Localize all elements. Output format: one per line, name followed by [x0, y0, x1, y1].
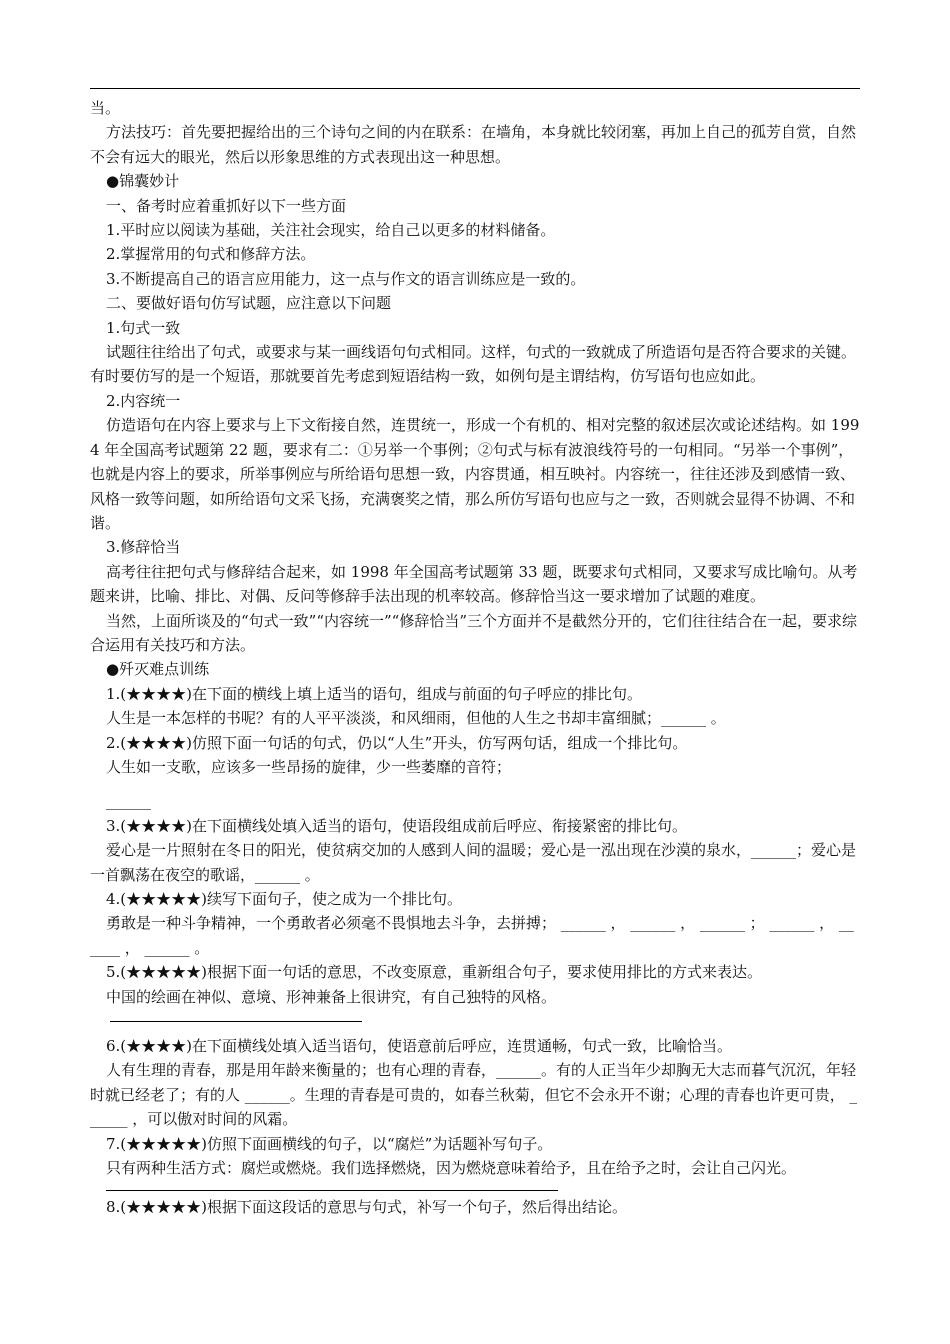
point-heading-sentence-pattern: 1.句式一致	[106, 318, 181, 337]
subheading-preparation: 一、备考时应着重抓好以下一些方面	[106, 196, 347, 215]
content-unity-paragraph: 仿造语句在内容上要求与上下文衔接自然，连贯统一，形成一个有机的、相对完整的叙述层次或论述结构。如 1994 年全国高考试题第 22 题，要求有二：①另举一个事例；②句式与标有波浪线符号的一句相同。“另举一个事例”，也就是内容上的要求，所举事例应与所给语句思想一致，内容贯通，相互映衬。内容统一，往往还涉及到感情一致、风格一致等问题，如所给语句文采飞扬，充满褒奖之情，那么所仿写语句也应与之一致，否则就会显得不协调、不和谐。	[90, 416, 860, 532]
section-heading-tips: ●锦囊妙计	[106, 172, 180, 191]
prep-point-3: 3.不断提高自己的语言应用能力，这一点与作文的语言训练应是一致的。	[106, 269, 586, 288]
exercise-1-text: 人生是一本怎样的书呢？有的人平平淡淡，和风细雨，但他的人生之书却丰富细腻；______ 。	[106, 709, 726, 728]
exercise-4-text: 勇敢是一种斗争精神，一个勇敢者必须毫不畏惧地去斗争，去拼搏； ______ ， ______ ， ______ ； ______ ， ______ ， ______ 。	[90, 914, 854, 957]
sentence-pattern-paragraph: 试题往往给出了句式，或要求与某一画线语句句式相同。这样，句式的一致就成了所造语句是否符合要求的关键。有时要仿写的是一个短语，那就要首先考虑到短语结构一致，如例句是主谓结构，仿写语句也应如此。	[90, 343, 857, 386]
exercise-8-prompt: 8.(★★★★★)根据下面这段话的意思与句式，补写一个句子，然后得出结论。	[106, 1198, 628, 1217]
exercise-4-prompt: 4.(★★★★★)续写下面句子，使之成为一个排比句。	[106, 890, 463, 908]
exercise-5-text: 中国的绘画在神似、意境、形神兼备上很讲究，有自己独特的风格。	[106, 987, 557, 1006]
paragraph-continuation: 当。	[90, 99, 121, 117]
method-tips-paragraph: 方法技巧：首先要把握给出的三个诗句之间的内在联系：在墙角，本身就比较闭塞，再加上自己的孤芳自赏，自然不会有远大的眼光，然后以形象思维的方式表现出这一种思想。	[90, 123, 857, 166]
exercise-5-prompt: 5.(★★★★★)根据下面一句话的意思，不改变原意，重新组合句子，要求使用排比的方式来表达。	[106, 963, 763, 982]
exercise-3-prompt: 3.(★★★★)在下面横线处填入适当的语句，使语段组成前后呼应、衔接紧密的排比句。	[106, 816, 688, 835]
rhetoric-paragraph: 高考往往把句式与修辞结合起来，如 1998 年全国高考试题第 33 题，既要求句式相同，又要求写成比喻句。从考题来讲，比喻、排比、对偶、反问等修辞手法出现的机率较高。修辞恰当这一要求增加了试题的难度。	[90, 562, 858, 606]
prep-point-1: 1.平时应以阅读为基础，关注社会现实，给自己以更多的材料储备。	[106, 221, 556, 240]
document-body	[90, 96, 860, 1220]
point-heading-rhetoric: 3.修辞恰当	[106, 538, 181, 557]
exercise-2-blank: ______	[106, 792, 151, 811]
exercise-2-text: 人生如一支歌，应该多一些昂扬的旋律，少一些萎靡的音符；	[106, 757, 512, 776]
prep-point-2: 2.掌握常用的句式和修辞方法。	[106, 245, 316, 264]
exercise-7-prompt: 7.(★★★★★)仿照下面画横线的句子，以“腐烂”为话题补写句子。	[106, 1134, 553, 1153]
subheading-imitation: 二、要做好语句仿写试题，应注意以下问题	[106, 294, 392, 313]
section-heading-exercises: ●歼灭难点训练	[106, 660, 210, 679]
exercise-1-prompt: 1.(★★★★)在下面的横线上填上适当的语句，组成与前面的句子呼应的排比句。	[106, 684, 643, 703]
header-rule	[90, 88, 860, 89]
point-heading-content: 2.内容统一	[106, 391, 181, 410]
exercise-7-text: 只有两种生活方式：腐烂或燃烧。我们选择燃烧，因为燃烧意味着给予，且在给予之时，会让自己闪光。	[106, 1159, 797, 1178]
summary-paragraph: 当然，上面所谈及的“句式一致”“内容统一”“修辞恰当”三个方面并不是截然分开的，它们往往结合在一起，要求综合运用有关技巧和方法。	[90, 611, 858, 654]
exercise-3-text: 爱心是一片照射在冬日的阳光，使贫病交加的人感到人间的温暖；爱心是一泓出现在沙漠的泉水，______；爱心是一首飘荡在夜空的歌谣，______ 。	[90, 841, 857, 884]
exercise-6-text: 人有生理的青春，那是用年龄来衡量的；也有心理的青春，______。有的人正当年少却胸无大志而暮气沉沉，年轻时就已经老了；有的人 ______。生理的青春是可贵的，如春兰秋菊，但它不会永开不谢；心理的青春也许更可贵， ______ ，可以傲对时间的风霜。	[90, 1061, 858, 1129]
exercise-6-prompt: 6.(★★★★)在下面横线处填入适当语句，使语意前后呼应，连贯通畅，句式一致，比喻恰当。	[106, 1037, 733, 1056]
exercise-2-prompt: 2.(★★★★)仿照下面一句话的句式，仍以“人生”开头，仿写两句话，组成一个排比句。	[106, 733, 688, 752]
